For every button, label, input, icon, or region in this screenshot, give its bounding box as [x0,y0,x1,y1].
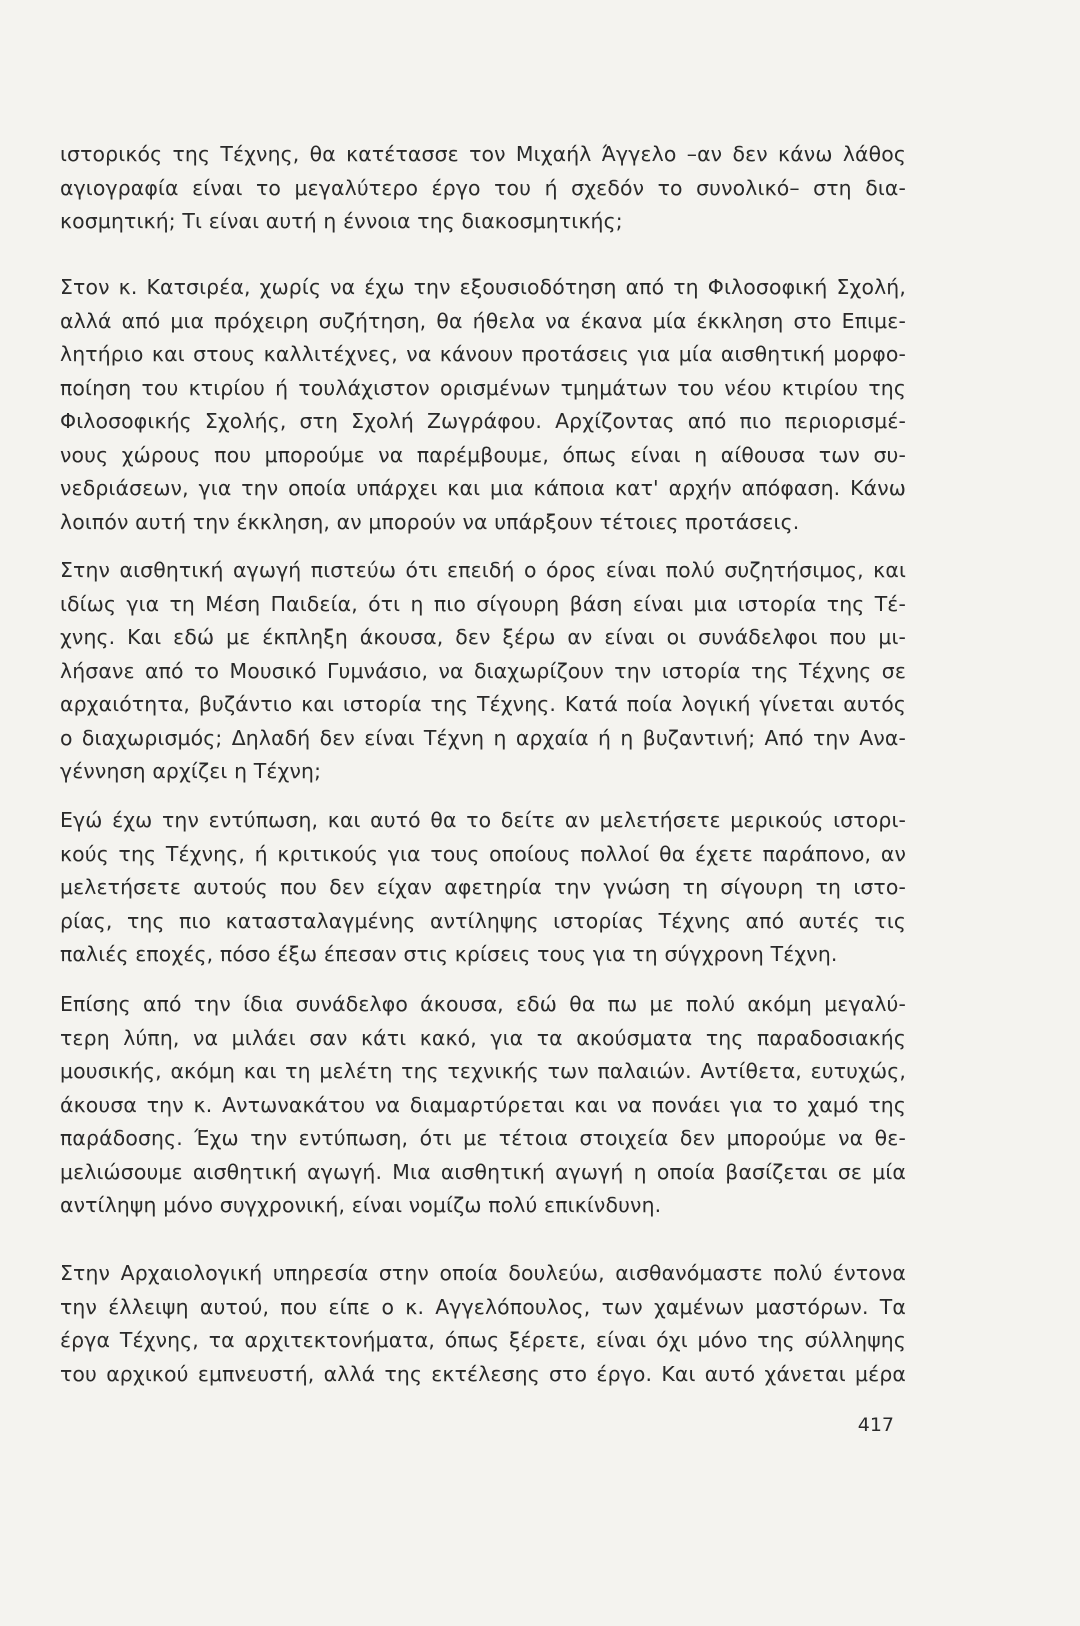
text-line: παράδοσης. Έχω την εντύπωση, ότι με τέτοια στοιχεία δεν μπορούμε να θε- [60,1126,906,1150]
text-line: Στον κ. Κατσιρέα, χωρίς να έχω την εξουσιοδότηση από τη Φιλοσοφική Σχολή, [60,275,906,299]
paragraph [60,554,906,789]
text-line: ρίας, της πιο κατασταλαγμένης αντίληψης ιστορίας Τέχνης από αυτές τις [60,908,906,933]
text-line: άκουσα την κ. Αντωνακάτου να διαμαρτύρεται και να πονάει για το χαμό της [60,1092,906,1117]
text-line: την έλλειψη αυτού, που είπε ο κ. Αγγελόπουλος, των χαμένων μαστόρων. Τα [60,1294,906,1319]
paragraph [60,804,906,972]
text-line: αλλά από μια πρόχειρη συζήτηση, θα ήθελα να έκανα μία έκκληση στο Επιμε- [60,308,906,333]
text-line: μελετήσετε αυτούς που δεν είχαν αφετηρία την γνώση τη σίγουρη τη ιστο- [60,875,906,899]
paragraph [60,138,906,239]
text-line: Φιλοσοφικής Σχολής, στη Σχολή Ζωγράφου. Αρχίζοντας από πιο περιορισμέ- [60,409,906,433]
text-line: αγιογραφία είναι το μεγαλύτερο έργο του ή σχεδόν το συνολικό– στη δια- [60,175,906,200]
text-line: Εγώ έχω την εντύπωση, και αυτό θα το δείτε αν μελετήσετε μερικούς ιστορι- [60,808,906,832]
text-line: αρχαιότητα, βυζάντιο και ιστορία της Τέχνης. Κατά ποία λογική γίνεται αυτός [60,692,906,716]
text-line: ποίηση του κτιρίου ή τουλάχιστον ορισμένων τμημάτων του νέου κτιρίου της [60,375,906,400]
text-line: έργα Τέχνης, τα αρχιτεκτονήματα, όπως ξέρετε, είναι όχι μόνο της σύλληψης [60,1328,906,1352]
text-line: ο διαχωρισμός; Δηλαδή δεν είναι Τέχνη η αρχαία ή η βυζαντινή; Από την Ανα- [60,725,906,750]
text-line: Επίσης από την ίδια συνάδελφο άκουσα, εδώ θα πω με πολύ ακόμη μεγαλύ- [60,992,906,1016]
page-number: 417 [857,1414,894,1436]
text-line: λοιπόν αυτή την έκκληση, αν μπορούν να υπάρξουν τέτοιες προτάσεις. [60,509,800,534]
text-line: μελιώσουμε αισθητική αγωγή. Μια αισθητική αγωγή η οποία βασίζεται σε μία [60,1159,906,1184]
text-line: γέννηση αρχίζει η Τέχνη; [60,759,322,783]
text-line: ιστορικός της Τέχνης, θα κατέτασσε τον Μιχαήλ Άγγελο –αν δεν κάνω λάθος [60,142,906,166]
text-line: νους χώρους που μπορούμε να παρέμβουμε, όπως είναι η αίθουσα των συ- [60,442,906,467]
text-line: κούς της Τέχνης, ή κριτικούς για τους οποίους πολλοί θα έχετε παράπονο, αν [60,841,906,866]
paragraph [60,988,906,1223]
text-line: του αρχικού εμπνευστή, αλλά της εκτέλεσης στο έργο. Και αυτό χάνεται μέρα [60,1361,906,1386]
paragraph [60,271,906,539]
text-line: παλιές εποχές, πόσο έξω έπεσαν στις κρίσεις τους για τη σύγχρονη Τέχνη. [60,942,838,966]
text-line: νεδριάσεων, για την οποία υπάρχει και μια κάποια κατ' αρχήν απόφαση. Κάνω [60,476,906,500]
text-line: αντίληψη μόνο συγχρονική, είναι νομίζω πολύ επικίνδυνη. [60,1193,662,1217]
text-line: Στην Αρχαιολογική υπηρεσία στην οποία δουλεύω, αισθανόμαστε πολύ έντονα [60,1261,906,1285]
text-line: τερη λύπη, να μιλάει σαν κάτι κακό, για τα ακούσματα της παραδοσιακής [60,1025,906,1050]
text-line: λήσανε από το Μουσικό Γυμνάσιο, να διαχωρίζουν την ιστορία της Τέχνης σε [60,658,906,683]
text-line: κοσμητική; Τι είναι αυτή η έννοια της διακοσμητικής; [60,209,623,233]
text-line: μουσικής, ακόμη και τη μελέτη της τεχνικής των παλαιών. Αντίθετα, ευτυχώς, [60,1059,906,1083]
text-line: ιδίως για τη Μέση Παιδεία, ότι η πιο σίγουρη βάση είναι μια ιστορία της Τέ- [60,591,906,616]
text-line: λητήριο και στους καλλιτέχνες, να κάνουν προτάσεις για μία αισθητική μορφο- [60,342,906,366]
text-line: χνης. Και εδώ με έκπληξη άκουσα, δεν ξέρω αν είναι οι συνάδελφοι που μι- [60,625,906,649]
text-line: Στην αισθητική αγωγή πιστεύω ότι επειδή ο όρος είναι πολύ συζητήσιμος, και [60,558,906,582]
paragraph [60,1257,906,1391]
